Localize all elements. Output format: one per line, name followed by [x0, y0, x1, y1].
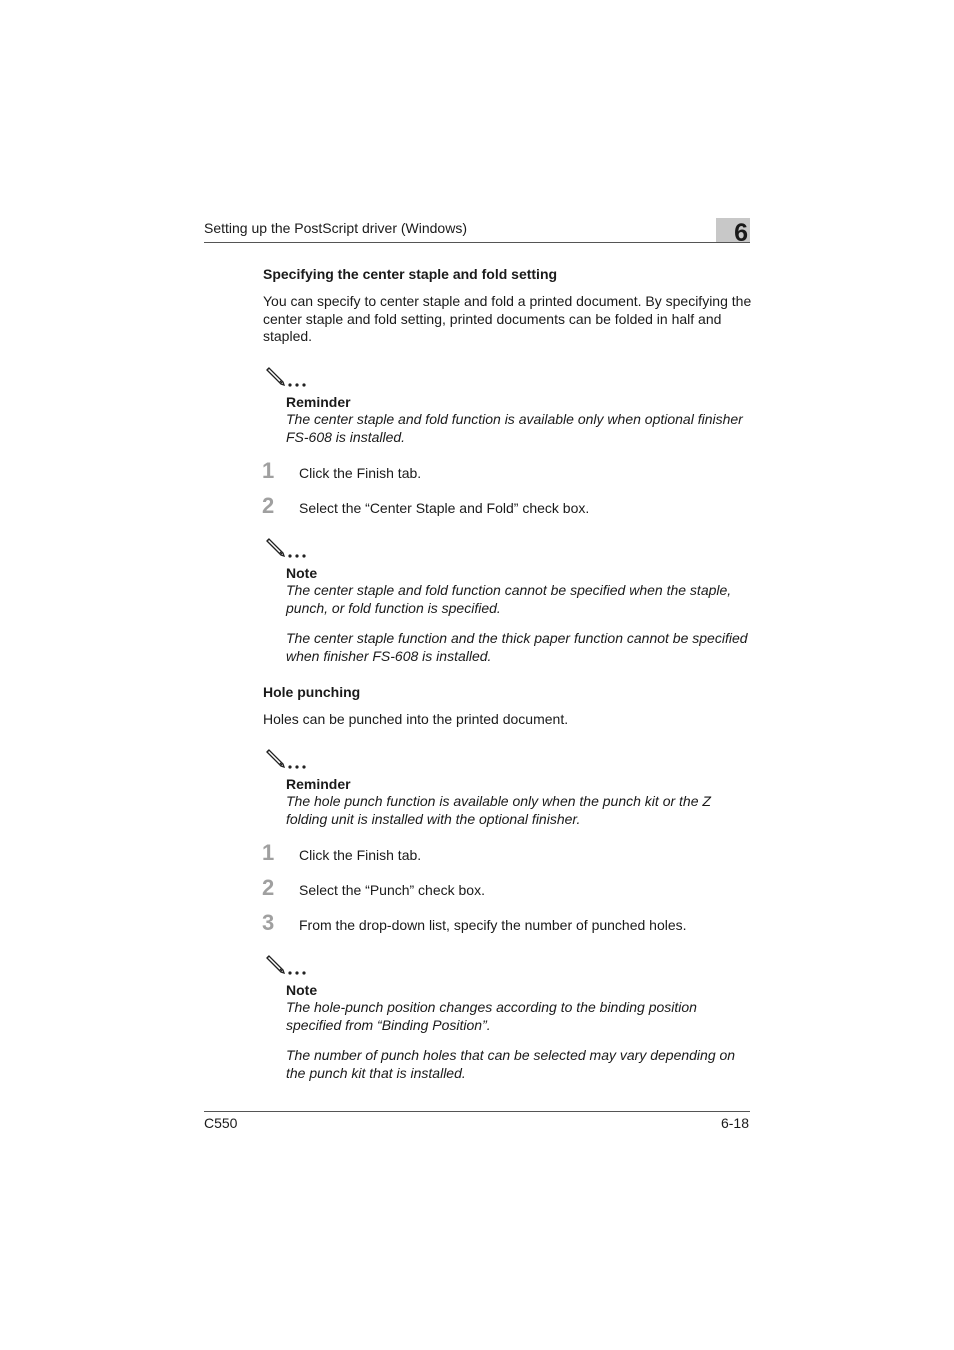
footer-model: C550	[204, 1115, 238, 1131]
running-header-title: Setting up the PostScript driver (Windows)	[204, 220, 467, 236]
reminder-text: The hole punch function is available only when the punch kit or the Z folding unit is installed with the optional finisher.	[286, 793, 711, 827]
pencil-note-icon	[264, 366, 324, 388]
section-heading-hole-punching: Hole punching	[263, 684, 361, 700]
step-text: Select the “Punch” check box.	[299, 882, 485, 898]
note-text: The center staple function and the thick paper function cannot be specified when finisher FS-608 is installed.	[286, 630, 748, 664]
note-text: The center staple and fold function cannot be specified when the staple, punch, or fold function is specified.	[286, 582, 732, 616]
note-title: Note	[286, 565, 318, 581]
reminder-title: Reminder	[286, 776, 351, 792]
section-intro-hole-punching: Holes can be punched into the printed document.	[263, 711, 569, 727]
step-number: 2	[262, 875, 275, 900]
pencil-note-icon	[264, 954, 324, 976]
pencil-note-icon	[264, 537, 324, 559]
reminder-title: Reminder	[286, 394, 351, 410]
step-text: Click the Finish tab.	[299, 465, 422, 481]
section-heading-center-staple: Specifying the center staple and fold setting	[263, 266, 558, 282]
note-text: The hole-punch position changes according to the binding position specified from “Binding Position”.	[286, 999, 697, 1033]
step-text: Click the Finish tab.	[299, 847, 422, 863]
note-title: Note	[286, 982, 318, 998]
section-intro-center-staple: You can specify to center staple and fold a printed document. By specifying the center staple and fold setting, printed documents can be folded in half and stapled.	[263, 293, 752, 344]
step-number: 1	[262, 458, 275, 483]
step-text: Select the “Center Staple and Fold” check box.	[299, 500, 590, 516]
note-text: The number of punch holes that can be selected may vary depending on the punch kit that is installed.	[286, 1047, 736, 1081]
step-number: 3	[262, 910, 275, 935]
footer-page-number: 6-18	[720, 1115, 749, 1131]
pencil-note-icon	[264, 748, 324, 770]
step-number: 2	[262, 493, 275, 518]
chapter-number-badge	[716, 218, 750, 242]
step-text: From the drop-down list, specify the number of punched holes.	[299, 917, 687, 933]
step-number: 1	[262, 840, 275, 865]
header-divider	[204, 242, 750, 243]
footer-divider	[204, 1111, 750, 1112]
reminder-text: The center staple and fold function is available only when optional finisher FS-608 is installed.	[286, 411, 743, 445]
chapter-number: 6	[734, 219, 748, 242]
